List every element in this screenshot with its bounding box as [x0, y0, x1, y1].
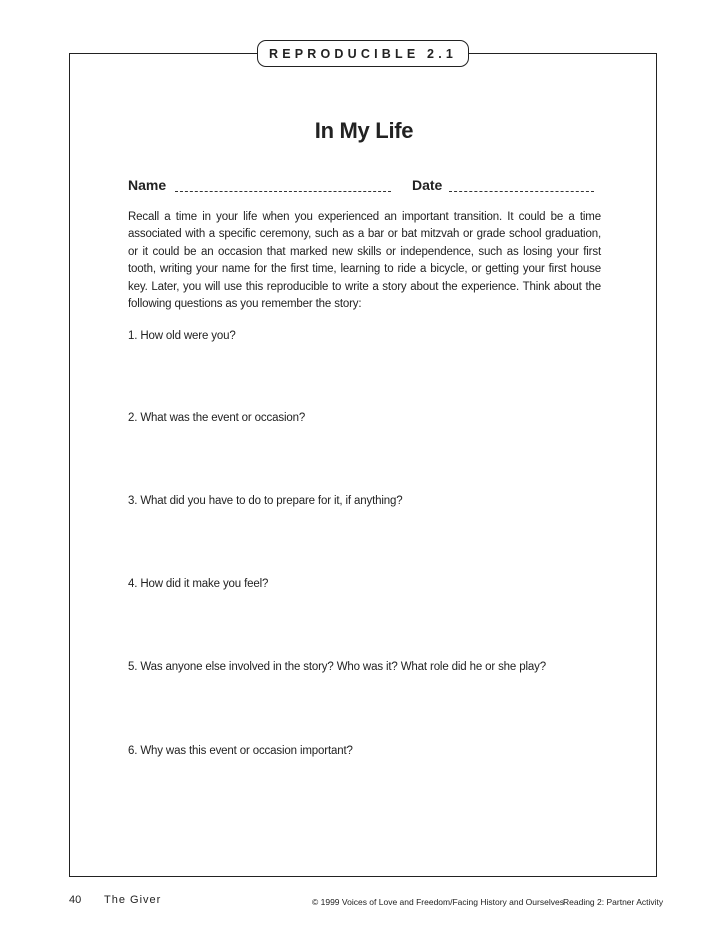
- question-5: 5. Was anyone else involved in the story? Who was it? What role did he or she play?: [128, 661, 546, 673]
- date-field[interactable]: [449, 177, 594, 192]
- section-label: Reading 2: Partner Activity: [563, 897, 664, 907]
- intro-paragraph: Recall a time in your life when you experienced an important transition. It could be a time associated with a specific ceremony, such as a bar or bat mitzvah or grade school graduation, or it could be an occasion that marked new skills or independence, such as losing your first tooth, writing your name for the first time, learning to ride a bicycle, or getting your first house key. Later, you will use this reproducible to write a story about the experience. Think about the following questions as you remember the story:: [128, 211, 601, 311]
- page-title: In My Life: [314, 118, 414, 143]
- question-4: 4. How did it make you feel?: [128, 578, 269, 590]
- name-date-row: [128, 177, 608, 197]
- page-number: 40: [69, 894, 82, 906]
- date-label: Date: [412, 177, 443, 193]
- question-2: 2. What was the event or occasion?: [128, 412, 306, 424]
- name-label: Name: [128, 177, 167, 193]
- question-6: 6. Why was this event or occasion important?: [128, 745, 353, 757]
- book-title: The Giver: [104, 894, 162, 906]
- question-1: 1. How old were you?: [128, 330, 236, 342]
- question-3: 3. What did you have to do to prepare for it, if anything?: [128, 495, 403, 507]
- copyright-notice: © 1999 Voices of Love and Freedom/Facing History and Ourselves: [312, 897, 564, 907]
- reproducible-badge: REPRODUCIBLE 2.1: [257, 40, 469, 67]
- name-field[interactable]: [175, 177, 391, 192]
